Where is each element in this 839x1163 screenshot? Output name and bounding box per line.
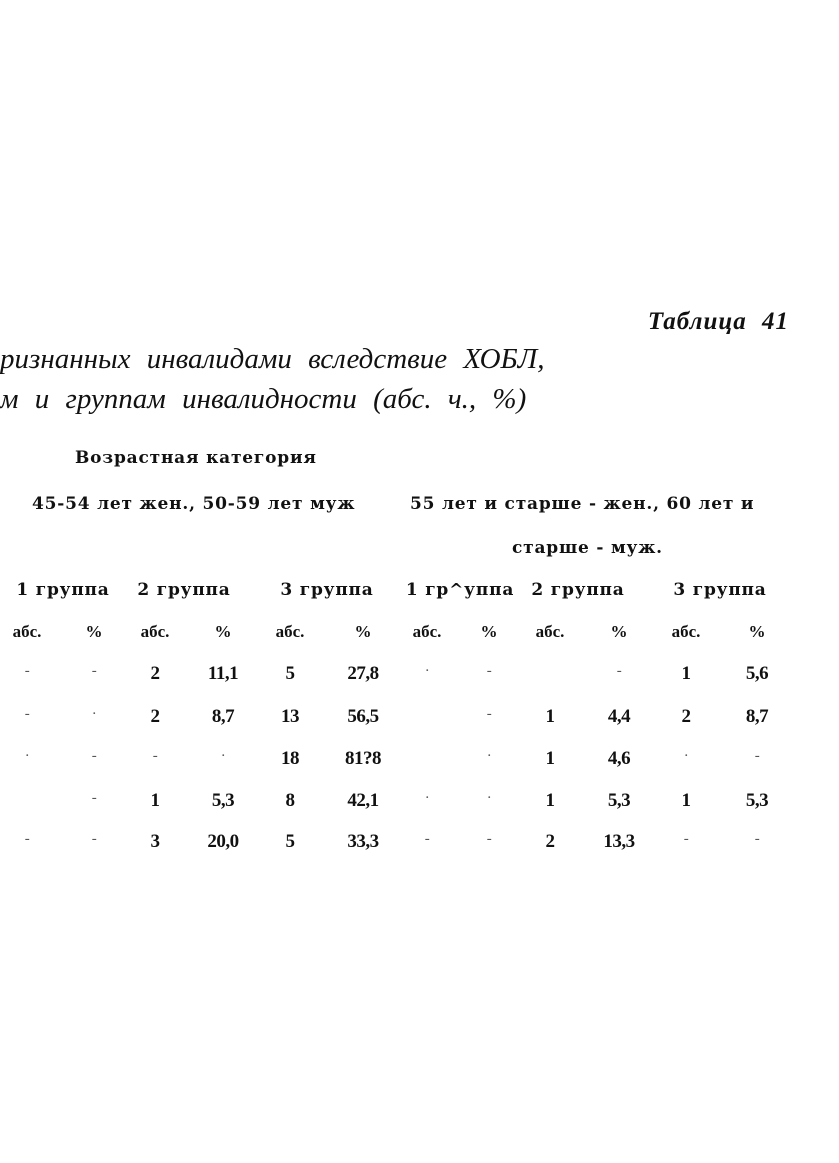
table-cell: · xyxy=(683,748,689,764)
table-cell: 5,3 xyxy=(607,790,631,811)
table-cell: 13 xyxy=(281,706,299,727)
table-cell: 2 xyxy=(545,831,555,852)
table-cell: - xyxy=(24,706,30,722)
table-cell: - xyxy=(486,663,492,679)
table-cell: - xyxy=(24,663,30,679)
table-cell: 1 xyxy=(545,790,555,811)
table-cell: 5,3 xyxy=(211,790,235,811)
table-cell: 5,3 xyxy=(745,790,769,811)
table-cell: 18 xyxy=(281,748,299,769)
disability-group-header: 2 группа xyxy=(531,580,625,600)
column-subheader: абс. xyxy=(671,622,701,641)
age-group-b-header-line1: 55 лет и старше - жен., 60 лет и xyxy=(410,494,755,514)
column-subheader: % xyxy=(354,622,372,641)
caption-line-2: м и группам инвалидности (абс. ч., %) xyxy=(0,383,527,415)
table-cell: - xyxy=(754,831,760,847)
table-cell: · xyxy=(24,748,30,764)
disability-group-header: 3 группа xyxy=(673,580,767,600)
column-subheader: % xyxy=(610,622,628,641)
table-cell: 1 xyxy=(545,706,555,727)
table-cell: 56,5 xyxy=(347,706,379,727)
table-cell: 1 xyxy=(150,790,160,811)
table-cell: 20,0 xyxy=(207,831,239,852)
table-cell: 13,3 xyxy=(603,831,635,852)
table-cell: 11,1 xyxy=(207,663,239,684)
column-subheader: абс. xyxy=(275,622,305,641)
column-subheader: абс. xyxy=(140,622,170,641)
table-cell: · xyxy=(424,790,430,806)
table-cell: · xyxy=(424,663,430,679)
table-cell: 2 xyxy=(681,706,691,727)
table-cell: 5 xyxy=(285,831,295,852)
table-cell: 81?8 xyxy=(345,748,381,769)
column-subheader: абс. xyxy=(12,622,42,641)
caption-line-1: ризнанных инвалидами вследствие ХОБЛ, xyxy=(0,343,545,375)
column-subheader: % xyxy=(214,622,232,641)
table-cell: · xyxy=(486,748,492,764)
table-cell: - xyxy=(616,663,622,679)
table-cell: 5,6 xyxy=(745,663,769,684)
table-cell: - xyxy=(91,663,97,679)
table-cell: - xyxy=(91,790,97,806)
table-cell: 8,7 xyxy=(211,706,235,727)
table-label: Таблица 41 xyxy=(647,308,789,335)
disability-group-header: 1 гр^уппа xyxy=(405,580,515,600)
column-subheader: % xyxy=(480,622,498,641)
table-cell: 42,1 xyxy=(347,790,379,811)
disability-group-header: 2 группа xyxy=(137,580,231,600)
table-cell: · xyxy=(91,706,97,722)
age-group-b-header-line2: старше - муж. xyxy=(512,538,663,558)
table-cell: 3 xyxy=(150,831,160,852)
table-cell: - xyxy=(486,706,492,722)
age-group-a-header: 45-54 лет жен., 50-59 лет муж xyxy=(32,494,356,514)
table-cell: 4,6 xyxy=(607,748,631,769)
column-subheader: абс. xyxy=(412,622,442,641)
table-cell: 33,3 xyxy=(347,831,379,852)
column-subheader: абс. xyxy=(535,622,565,641)
table-cell: - xyxy=(424,831,430,847)
column-subheader: % xyxy=(85,622,103,641)
table-cell: 1 xyxy=(681,790,691,811)
table-cell: - xyxy=(754,748,760,764)
table-cell: - xyxy=(683,831,689,847)
table-cell: · xyxy=(486,790,492,806)
table-cell: 8 xyxy=(285,790,295,811)
table-cell: 2 xyxy=(150,663,160,684)
table-cell: - xyxy=(24,831,30,847)
table-cell: - xyxy=(486,831,492,847)
table-cell: 27,8 xyxy=(347,663,379,684)
table-cell: - xyxy=(91,748,97,764)
table-cell: - xyxy=(152,748,158,764)
disability-group-header: 3 группа xyxy=(280,580,374,600)
column-subheader: % xyxy=(748,622,766,641)
table-cell: · xyxy=(220,748,226,764)
disability-group-header: 1 группа xyxy=(16,580,110,600)
table-cell: 1 xyxy=(545,748,555,769)
table-cell: 2 xyxy=(150,706,160,727)
table-cell: 8,7 xyxy=(745,706,769,727)
table-cell: 5 xyxy=(285,663,295,684)
age-category-header: Возрастная категория xyxy=(75,448,317,468)
table-cell: - xyxy=(91,831,97,847)
table-cell: 4,4 xyxy=(607,706,631,727)
table-cell: 1 xyxy=(681,663,691,684)
